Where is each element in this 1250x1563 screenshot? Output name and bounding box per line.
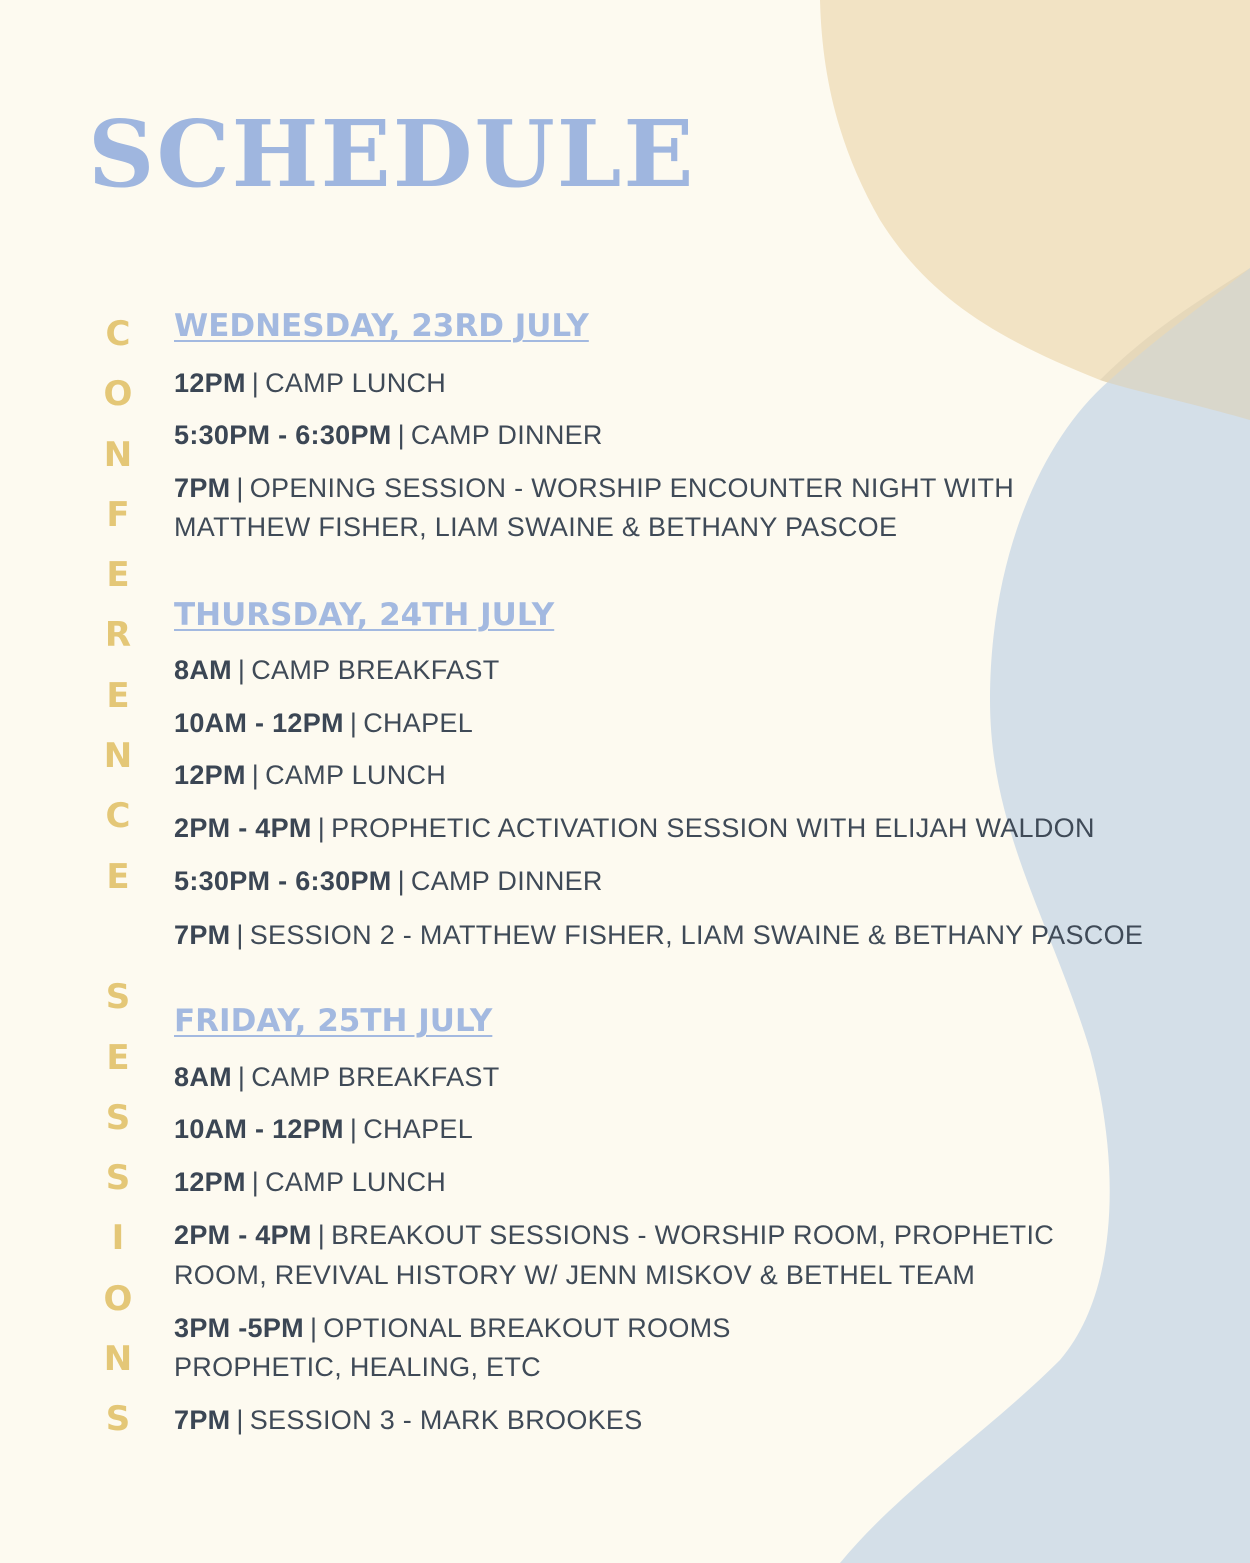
event-time: 7PM xyxy=(174,920,231,950)
event-description: SESSION 3 - MARK BROOKES xyxy=(249,1405,643,1435)
event-item xyxy=(174,756,446,795)
vertical-letter: S xyxy=(105,1399,131,1440)
event-item xyxy=(174,651,500,690)
vertical-letter: S xyxy=(105,977,131,1018)
event-time: 10AM - 12PM xyxy=(174,1114,344,1144)
event-description-continued: PROPHETIC, HEALING, ETC xyxy=(174,1352,541,1382)
vertical-letter: N xyxy=(103,736,133,777)
vertical-letter: N xyxy=(103,434,133,475)
vertical-letter: O xyxy=(103,1278,133,1319)
event-description: CAMP LUNCH xyxy=(265,1167,447,1197)
separator: | xyxy=(317,1220,326,1250)
event-description: PROPHETIC ACTIVATION SESSION WITH ELIJAH WALDON xyxy=(331,813,1095,843)
separator: | xyxy=(251,760,260,790)
event-item xyxy=(174,1309,731,1348)
page-title: SCHEDULE xyxy=(88,100,696,208)
event-time: 8AM xyxy=(174,655,232,685)
event-description: OPENING SESSION - WORSHIP ENCOUNTER NIGHT WITH xyxy=(249,473,1015,503)
vertical-letter: S xyxy=(105,1097,131,1138)
event-item xyxy=(174,1216,1054,1255)
vertical-letter: E xyxy=(106,675,130,716)
event-description: CHAPEL xyxy=(363,1114,474,1144)
event-item xyxy=(174,1163,446,1202)
event-time: 7PM xyxy=(174,473,231,503)
event-time: 12PM xyxy=(174,1167,246,1197)
event-time: 3PM -5PM xyxy=(174,1313,304,1343)
event-item xyxy=(174,704,473,743)
event-time: 5:30PM - 6:30PM xyxy=(174,420,392,450)
separator: | xyxy=(317,813,326,843)
event-description: CHAPEL xyxy=(363,708,474,738)
event-time: 2PM - 4PM xyxy=(174,1220,312,1250)
event-description: OPTIONAL BREAKOUT ROOMS xyxy=(323,1313,731,1343)
vertical-label xyxy=(98,304,138,1450)
event-description-continued: MATTHEW FISHER, LIAM SWAINE & BETHANY PASCOE xyxy=(174,512,898,542)
vertical-letter: E xyxy=(106,856,130,897)
event-time: 12PM xyxy=(174,368,246,398)
day-heading-friday: FRIDAY, 25TH JULY xyxy=(174,1003,493,1039)
separator: | xyxy=(397,420,405,450)
event-item xyxy=(174,1401,643,1440)
event-description: BREAKOUT SESSIONS - WORSHIP ROOM, PROPHETIC xyxy=(331,1220,1055,1250)
event-description: CAMP LUNCH xyxy=(265,760,447,790)
separator: | xyxy=(349,708,358,738)
event-description: CAMP BREAKFAST xyxy=(251,1062,500,1092)
vertical-letter: E xyxy=(106,1037,130,1078)
event-description-continued: ROOM, REVIVAL HISTORY W/ JENN MISKOV & BETHEL TEAM xyxy=(174,1260,976,1290)
vertical-letter: N xyxy=(103,1339,133,1380)
event-description: SESSION 2 - MATTHEW FISHER, LIAM SWAINE & BETHANY PASCOE xyxy=(249,920,1144,950)
event-description: CAMP DINNER xyxy=(410,866,603,896)
event-time: 7PM xyxy=(174,1405,231,1435)
separator: | xyxy=(236,920,244,950)
separator: | xyxy=(236,473,244,503)
event-item xyxy=(174,916,1143,955)
event-item xyxy=(174,862,603,901)
day-heading-wednesday: WEDNESDAY, 23RD JULY xyxy=(174,308,589,344)
vertical-letter: C xyxy=(105,314,131,354)
event-description: CAMP BREAKFAST xyxy=(251,655,500,685)
vertical-letter: R xyxy=(104,615,132,656)
vertical-letter: E xyxy=(106,555,130,596)
event-time: 8AM xyxy=(174,1062,232,1092)
separator: | xyxy=(349,1114,358,1144)
event-time: 10AM - 12PM xyxy=(174,708,344,738)
event-item xyxy=(174,1058,500,1097)
event-time: 5:30PM - 6:30PM xyxy=(174,866,392,896)
vertical-letter: I xyxy=(111,1218,125,1259)
event-item xyxy=(174,809,1095,848)
vertical-letter: C xyxy=(105,796,131,837)
event-item xyxy=(174,416,603,455)
event-item xyxy=(174,469,1014,508)
separator: | xyxy=(236,1405,244,1435)
event-time: 12PM xyxy=(174,760,246,790)
vertical-letter: O xyxy=(103,374,133,415)
event-item xyxy=(174,1110,473,1149)
separator: | xyxy=(237,1062,246,1092)
vertical-letter: F xyxy=(106,494,130,535)
event-item xyxy=(174,364,446,403)
separator: | xyxy=(397,866,405,896)
event-time: 2PM - 4PM xyxy=(174,813,312,843)
vertical-letter: S xyxy=(105,1158,131,1199)
separator: | xyxy=(251,368,260,398)
separator: | xyxy=(251,1167,260,1197)
event-description: CAMP DINNER xyxy=(410,420,603,450)
separator: | xyxy=(237,655,246,685)
day-heading-thursday: THURSDAY, 24TH JULY xyxy=(174,597,555,633)
separator: | xyxy=(309,1313,318,1343)
event-description: CAMP LUNCH xyxy=(265,368,447,398)
